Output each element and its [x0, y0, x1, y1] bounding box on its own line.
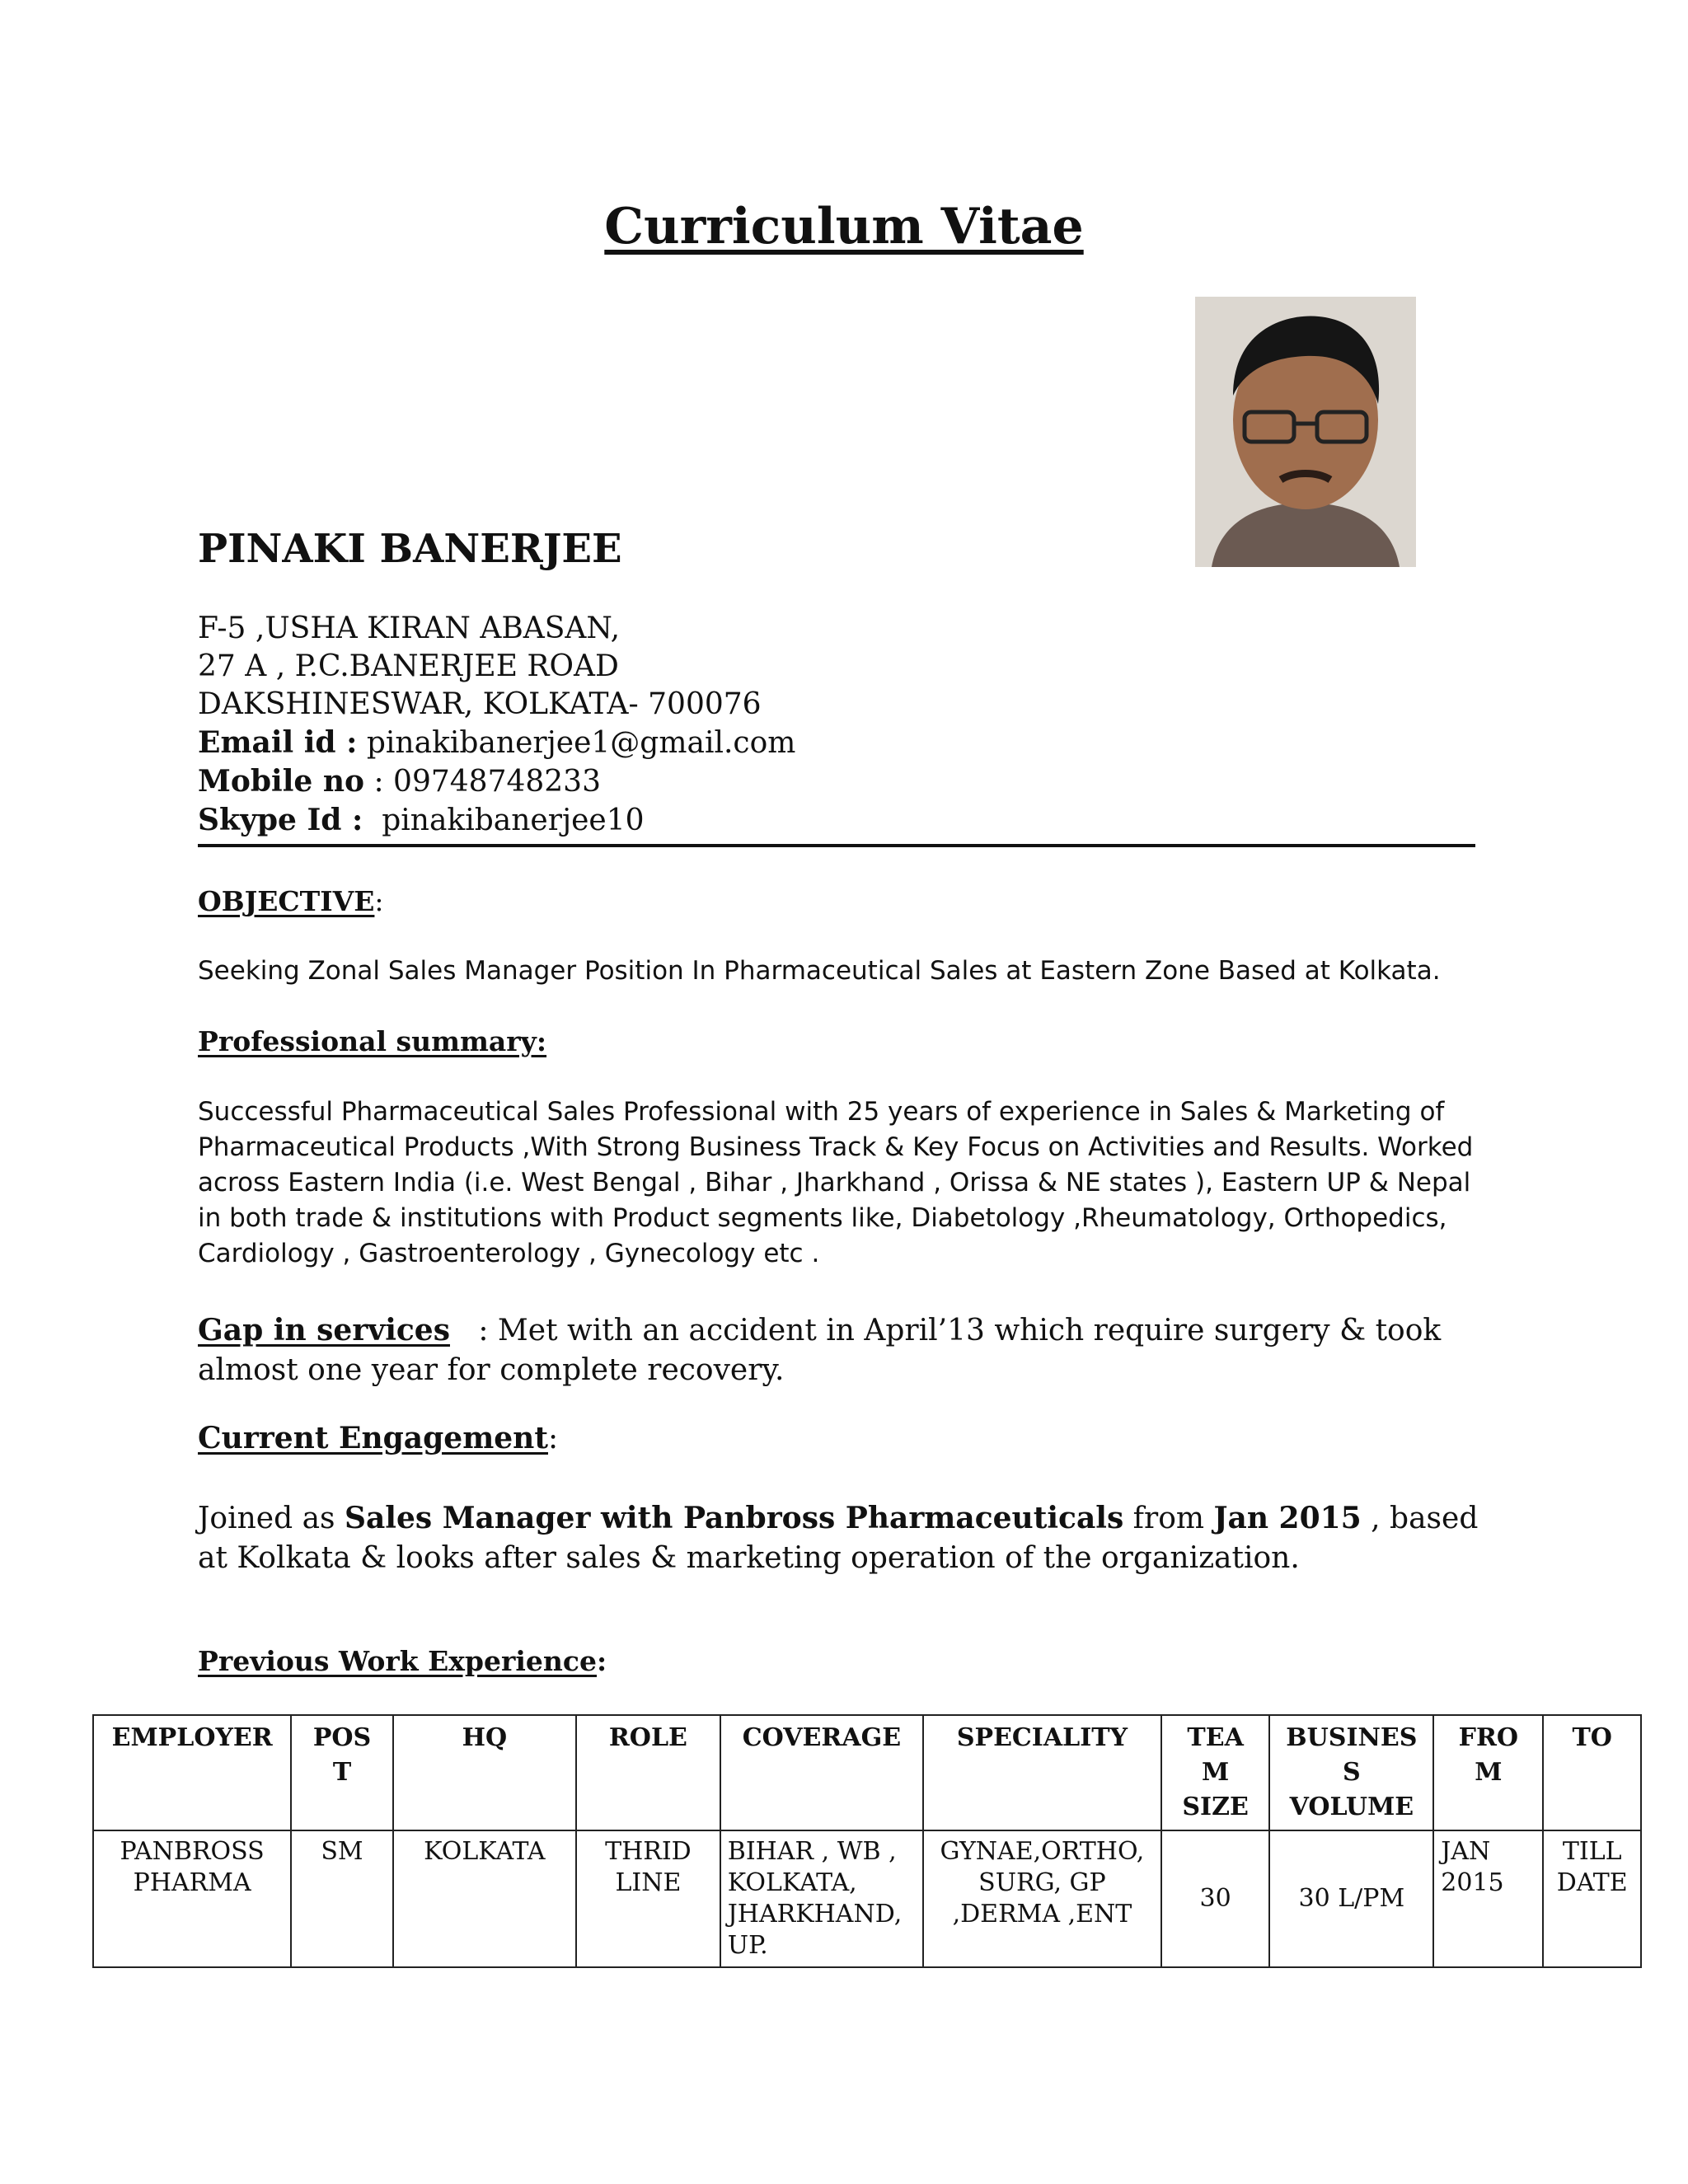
- col-speciality: [923, 1715, 1161, 1830]
- objective-heading-text: OBJECTIVE: [198, 885, 375, 917]
- mobile-value: : 09748748233: [373, 765, 601, 799]
- current-bold-1: Sales Manager with Panbross Pharmaceuticals: [344, 1501, 1124, 1535]
- col-post: [291, 1715, 392, 1830]
- email-label: Email id :: [198, 725, 358, 760]
- gap-text: : Met with an accident in April’13 which require surgery & took almost one year for complete recovery.: [198, 1314, 1442, 1387]
- skype-row: [198, 801, 795, 840]
- previous-work-heading: Previous Work Experience:: [198, 1645, 607, 1677]
- col-from-label: FRO M: [1458, 1723, 1519, 1787]
- skype-value: pinakibanerjee10: [382, 804, 645, 837]
- col-team-size-label: TEA M SIZE: [1182, 1723, 1249, 1821]
- previous-heading-text: Previous Work Experience: [198, 1645, 597, 1677]
- col-post-label: POS T: [312, 1723, 372, 1787]
- cell-speciality: GYNAE,ORTHO, SURG, GP ,DERMA ,ENT: [923, 1830, 1161, 1967]
- email-value: pinakibanerjee1@gmail.com: [366, 726, 796, 760]
- cell-hq: KOLKATA: [393, 1830, 576, 1967]
- objective-heading: OBJECTIVE:: [198, 885, 384, 917]
- col-coverage-label: COVERAGE: [742, 1723, 902, 1752]
- col-coverage: [720, 1715, 923, 1830]
- page-title: Curriculum Vitae: [604, 198, 1084, 255]
- current-text-2: from: [1123, 1502, 1214, 1535]
- col-employer: [93, 1715, 291, 1830]
- address-line-1: F-5 ,USHA KIRAN ABASAN,: [198, 612, 621, 645]
- current-text-3: , based at Kolkata & looks after sales & marketing operation of the organization.: [198, 1502, 1479, 1575]
- email-row: [198, 724, 795, 762]
- current-bold-2: Jan 2015: [1213, 1501, 1362, 1535]
- gap-heading: Gap in services: [198, 1313, 450, 1347]
- col-role-label: ROLE: [608, 1723, 687, 1752]
- current-heading-text: Current Engagement: [198, 1421, 548, 1455]
- cell-from: JAN 2015: [1433, 1830, 1543, 1967]
- profile-photo: [1195, 297, 1416, 567]
- cell-coverage: BIHAR , WB , KOLKATA, JHARKHAND, UP.: [720, 1830, 923, 1967]
- summary-heading: Professional summary:: [198, 1025, 547, 1057]
- col-to-label: TO: [1572, 1723, 1612, 1752]
- header-divider: [198, 844, 1475, 847]
- col-from: [1433, 1715, 1543, 1830]
- objective-text: Seeking Zonal Sales Manager Position In Pharmaceutical Sales at Eastern Zone Based at Kolkata.: [198, 956, 1441, 986]
- col-business-volume: [1269, 1715, 1433, 1830]
- col-to: [1543, 1715, 1641, 1830]
- address-line-2: 27 A , P.C.BANERJEE ROAD: [198, 649, 619, 683]
- candidate-name: PINAKI BANERJEE: [198, 526, 622, 572]
- work-experience-table: [92, 1714, 1642, 1968]
- current-text-1: Joined as: [198, 1502, 345, 1535]
- current-engagement-heading: Current Engagement:: [198, 1421, 559, 1455]
- mobile-label: Mobile no: [198, 764, 365, 799]
- col-hq-label: HQ: [462, 1723, 508, 1752]
- table-header-row: [93, 1715, 1641, 1830]
- col-employer-label: EMPLOYER: [111, 1723, 273, 1752]
- col-hq: [393, 1715, 576, 1830]
- table-row: [93, 1830, 1641, 1967]
- cell-post: SM: [291, 1830, 392, 1967]
- address-line-3: DAKSHINESWAR, KOLKATA- 700076: [198, 687, 762, 721]
- mobile-row: [198, 762, 795, 801]
- cell-role: THRID LINE: [576, 1830, 720, 1967]
- cell-team-size: 30: [1161, 1830, 1270, 1967]
- cell-employer: PANBROSS PHARMA: [93, 1830, 291, 1967]
- col-role: [576, 1715, 720, 1830]
- summary-text: Successful Pharmaceutical Sales Professional with 25 years of experience in Sales & Marketing of Pharmaceutical Products ,With Strong Business Track & Key Focus on Activities and Results. Worked across Eastern India (i.e. West Bengal , Bihar , Jharkhand , Orissa & NE states ), Eastern UP & Nepal in both trade & institutions with Product segments like, Diabetology ,Rheumatology, Orthopedics, Cardiology , Gastroenterology , Gynecology etc .: [198, 1097, 1474, 1268]
- cell-to: TILL DATE: [1543, 1830, 1641, 1967]
- gap-in-services: [198, 1310, 1484, 1390]
- current-engagement-text: [198, 1498, 1484, 1578]
- col-team-size: [1161, 1715, 1270, 1830]
- col-speciality-label: SPECIALITY: [956, 1723, 1128, 1752]
- col-business-volume-label: BUSINES S VOLUME: [1286, 1723, 1418, 1821]
- cell-business-volume: 30 L/PM: [1269, 1830, 1433, 1967]
- contact-block: [198, 610, 795, 840]
- skype-label: Skype Id :: [198, 803, 363, 837]
